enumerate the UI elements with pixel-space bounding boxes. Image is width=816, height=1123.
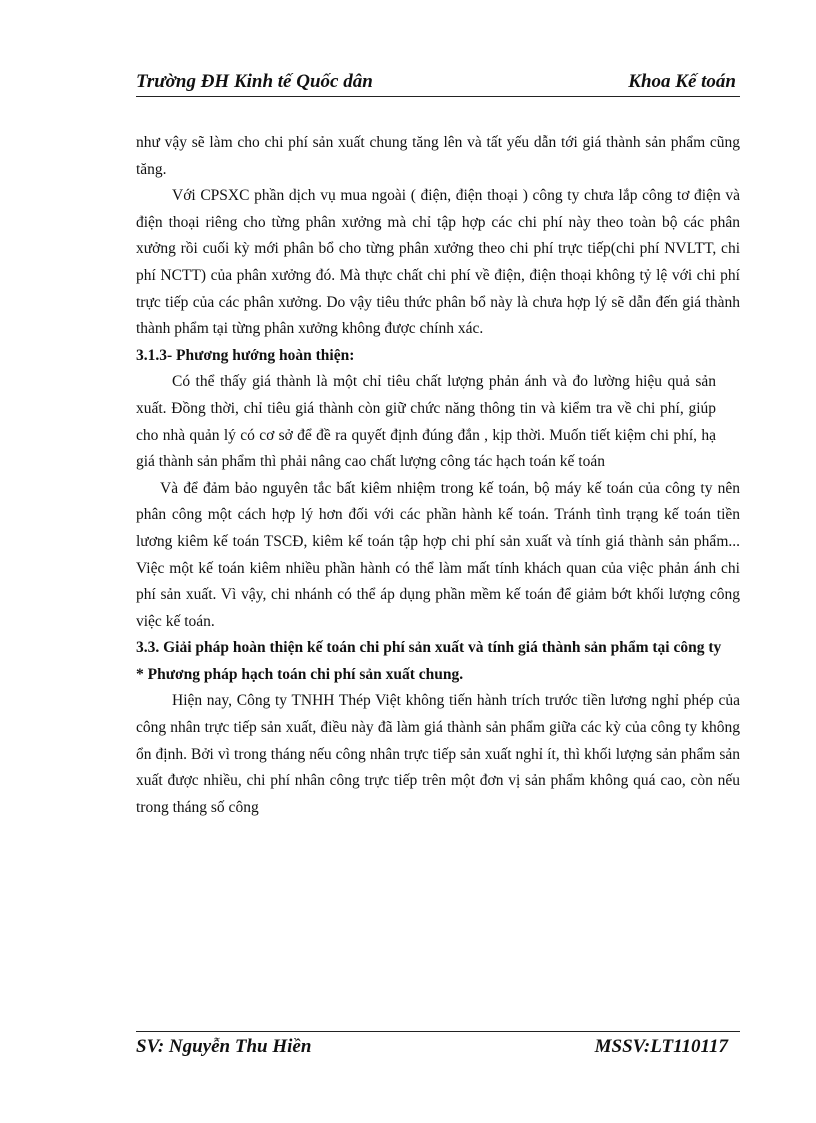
paragraph-purchased-services: Với CPSXC phần dịch vụ mua ngoài ( điện, điện thoại ) công ty chưa lắp công tơ điện và điện thoại riêng cho từng phân xưởng mà chỉ tập hợp các chi phí này theo toàn bộ các phân xưởng rồi cuối kỳ mới phân bổ cho từng phân xưởng theo chi phí trực tiếp(chi phí NVLTT, chi phí NCTT) của phân xưởng đó. Mà thực chất chi phí về điện, điện thoại không tỷ lệ với chi phí trực tiếp của các phân xưởng. Do vậy tiêu thức phân bổ này là chưa hợp lý sẽ dẫn đến giá thành thành phẩm tại từng phân xưởng không được chính xác. (136, 187, 740, 338)
section-heading-3-3: 3.3. Giải pháp hoàn thiện kế toán chi phí sản xuất và tính giá thành sản phẩm tại công ty (136, 639, 722, 657)
paragraph-leave-pay: Hiện nay, Công ty TNHH Thép Việt không tiến hành trích trước tiền lương nghỉ phép của công nhân trực tiếp sản xuất, điều này đã làm giá thành sản phẩm giữa các kỳ của công ty không ổn định. Bởi vì trong tháng nếu công nhân trực tiếp sản xuất nghỉ ít, thì khối lượng sản phẩm sản xuất được nhiều, chi phí nhân công trực tiếp trên một đơn vị sản phẩm không quá cao, còn nếu trong tháng số công (136, 692, 740, 816)
header-university: Trường ĐH Kinh tế Quốc dân (136, 71, 373, 92)
paragraph-continuation: như vậy sẽ làm cho chi phí sản xuất chung tăng lên và tất yếu dẫn tới giá thành sản phẩm cũng tăng. (136, 134, 740, 178)
paragraph-cost-quality: Có thể thấy giá thành là một chỉ tiêu chất lượng phản ánh và đo lường hiệu quả sản xuất. Đồng thời, chỉ tiêu giá thành còn giữ chức năng thông tin và kiểm tra về chi phí, giúp cho nhà quản lý có cơ sở để đề ra quyết định đúng đắn , kịp thời. Muốn tiết kiệm chi phí, hạ giá thành sản phẩm thì phải nâng cao chất lượng công tác hạch toán kế toán (136, 373, 716, 471)
section-heading-3-1-3: 3.1.3- Phương hướng hoàn thiện: (136, 346, 355, 364)
page-footer (136, 1031, 740, 1062)
footer-student-name: SV: Nguyễn Thu Hiền (136, 1036, 312, 1057)
page-header (136, 72, 740, 97)
subheading-general-costs: * Phương pháp hạch toán chi phí sản xuất chung. (136, 665, 464, 683)
header-faculty: Khoa Kế toán (628, 71, 736, 92)
document-body (136, 130, 740, 821)
footer-student-id: MSSV:LT110117 (594, 1036, 728, 1057)
paragraph-accounting-roles: Và để đảm bảo nguyên tắc bất kiêm nhiệm trong kế toán, bộ máy kế toán của công ty nên phân công một cách hợp lý hơn đối với các phần hành kế toán. Tránh tình trạng kế toán tiền lương kiêm kế toán TSCĐ, kiêm kế toán tập hợp chi phí sản xuất và tính giá thành sản phẩm... Việc một kế toán kiêm nhiều phần hành có thể làm mất tính khách quan của việc phản ánh chi phí sản xuất. Vì vậy, chi nhánh có thể áp dụng phần mềm kế toán để giảm bớt khối lượng công việc kế toán. (136, 479, 740, 630)
